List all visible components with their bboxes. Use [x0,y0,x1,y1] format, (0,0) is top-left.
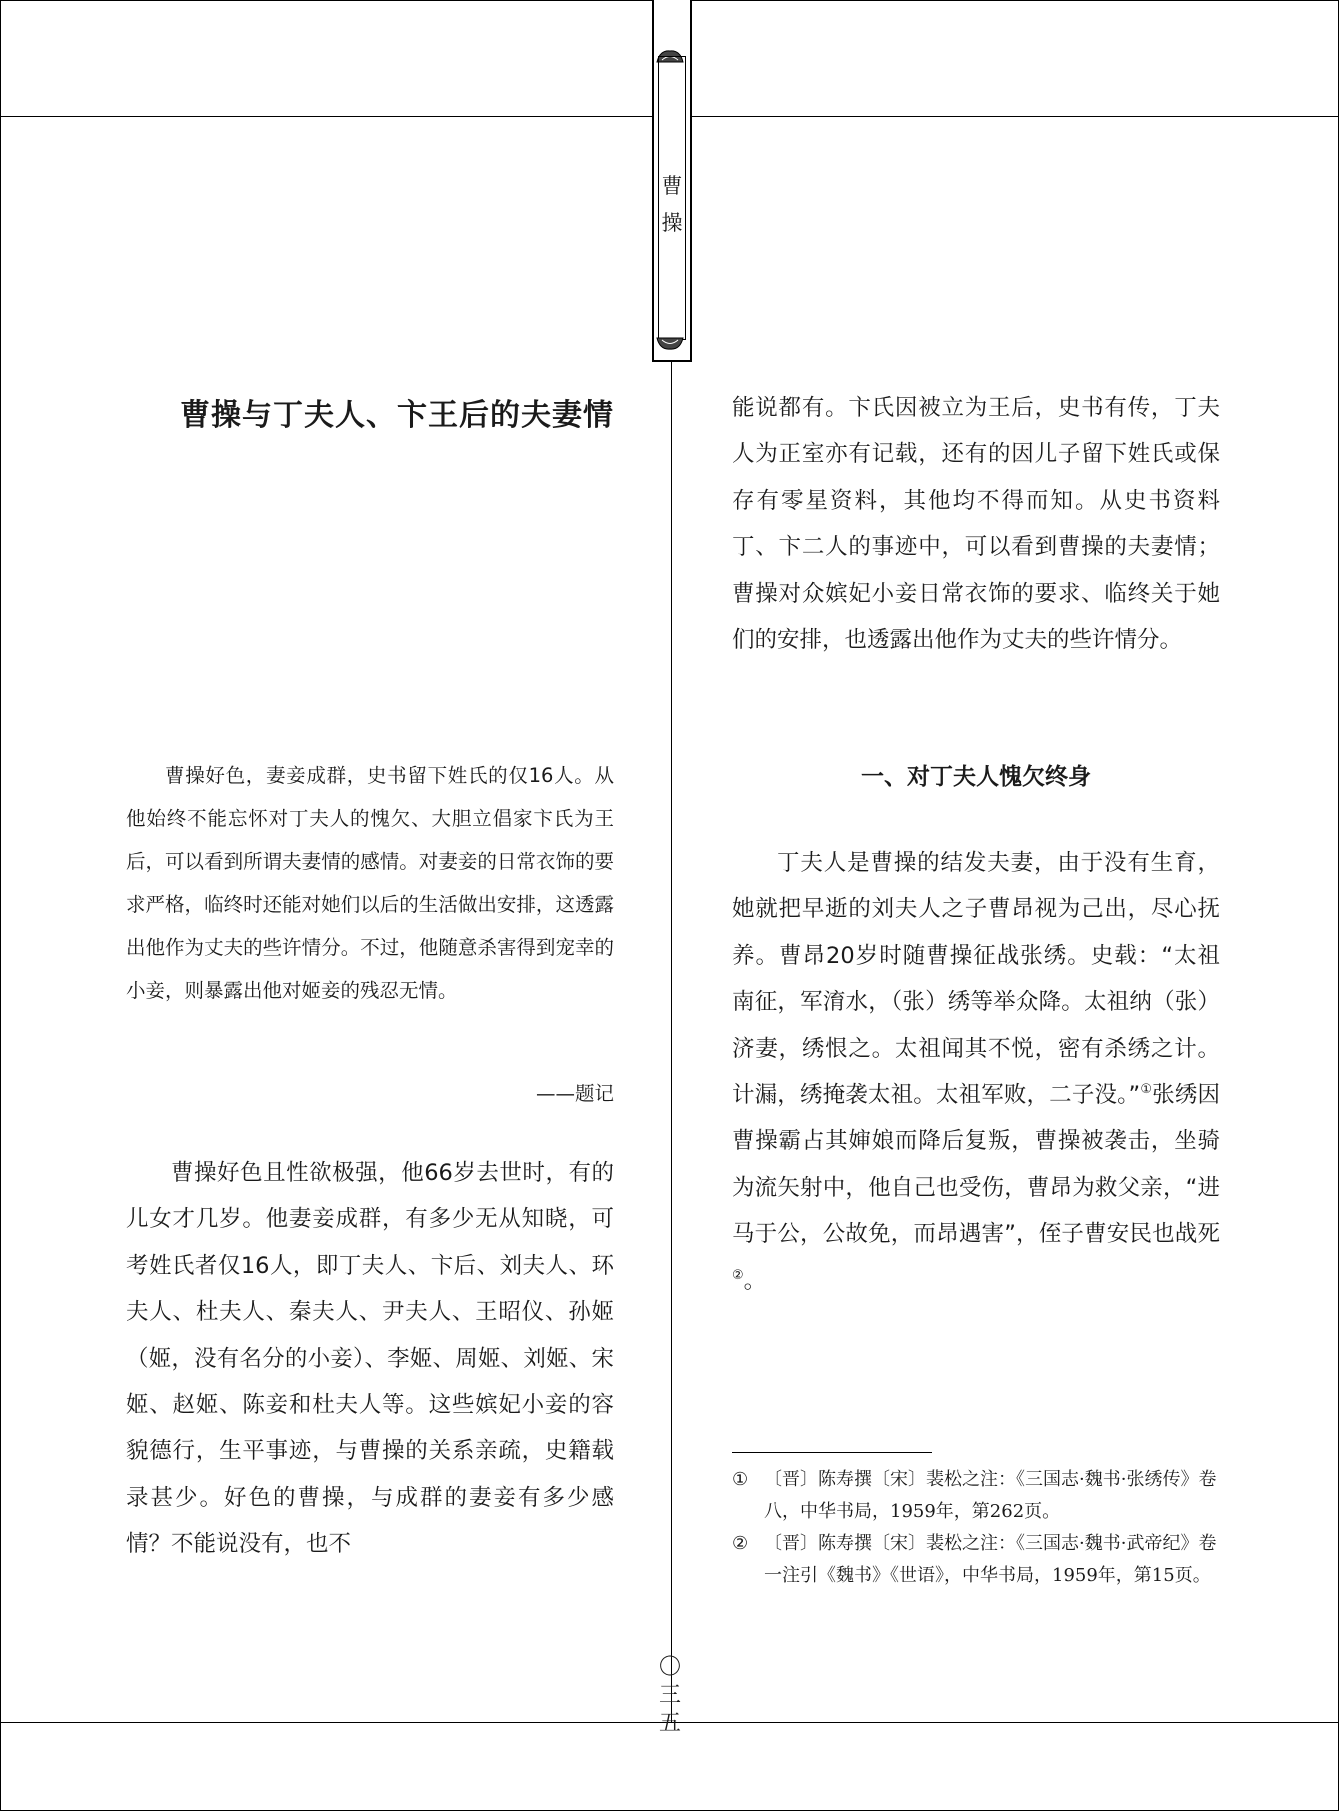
section-heading: 一、对丁夫人愧欠终身 [861,764,1091,790]
footnote [732,1528,1220,1592]
running-head-title [654,168,690,242]
right-column-body [732,840,1220,1304]
page-number [655,1654,685,1738]
footnote-mark: ① [732,1469,749,1490]
left-column-body [126,1150,614,1568]
footnote-text: 〔晋〕陈寿撰〔宋〕裴松之注：《三国志·魏书·张绣传》卷八，中华书局，1959年，第262页。 [764,1469,1217,1522]
footnote-ref[interactable]: ② [732,1267,744,1283]
footnote-text: 〔晋〕陈寿撰〔宋〕裴松之注：《三国志·魏书·武帝纪》卷一注引《魏书》《世语》，中华书局，1959年，第15页。 [764,1533,1217,1586]
running-head-char: 操 [661,211,683,235]
epigraph [126,754,614,1012]
paragraph: 能说都有。卞氏因被立为王后，史书有传，丁夫人为正室亦有记载，还有的因儿子留下姓氏或保存有零星资料，其他均不得而知。从史书资料丁、卞二人的事迹中，可以看到曹操的夫妻情；曹操对众嫔妃小妾日常衣饰的要求、临终关于她们的安排，也透露出他作为丈夫的些许情分。 [732,395,1220,654]
paragraph-text: 丁夫人是曹操的结发夫妻，由于没有生育，她就把早逝的刘夫人之子曹昂视为己出，尽心抚养。曹昂20岁时随曹操征战张绣。史载：“太祖南征，军淯水，（张）绣等举众降。太祖纳（张）济妻，绣恨之。太祖闻其不悦，密有杀绣之计。计漏，绣掩袭太祖。太祖军败，二子没。” [732,850,1220,1109]
paragraph-text: 张绣因曹操霸占其婶娘而降后复叛，曹操被袭击，坐骑为流矢射中，他自己也受伤，曹昂为救父亲，“进马于公，公故免，而昂遇害”，侄子曹安民也战死 [732,1082,1220,1248]
page-number-digit: 五 [658,1711,681,1736]
footnote-ref[interactable]: ① [1140,1082,1153,1098]
column-divider [671,362,672,1722]
paragraph [732,840,1220,1304]
article-title: 曹操与丁夫人、卞王后的夫妻情 [180,398,614,433]
footnote [732,1464,1220,1528]
footnote-rule [732,1452,932,1453]
paragraph-text: 。 [743,1267,767,1294]
paragraph: 曹操好色且性欲极强，他66岁去世时，有的儿女才几岁。他妻妾成群，有多少无从知晓，可考姓氏者仅16人，即丁夫人、卞后、刘夫人、环夫人、杜夫人、秦夫人、尹夫人、王昭仪、孙姬（姬，没有名分的小妾）、李姬、周姬、刘姬、宋姬、赵姬、陈妾和杜夫人等。这些嫔妃小妾的容貌德行，生平事迹，与曹操的关系亲疏，史籍载录甚少。好色的曹操，与成群的妻妾有多少感情？不能说没有，也不 [126,1160,614,1558]
running-head-scroll [652,0,692,362]
page-number-digit: 三 [658,1683,681,1708]
epigraph-signature: ——题记 [535,1082,614,1105]
footnotes [732,1464,1220,1592]
right-column-continuation [732,385,1220,663]
epigraph-text: 曹操好色，妻妾成群，史书留下姓氏的仅16人。从他始终不能忘怀对丁夫人的愧欠、大胆立倡家卞氏为王后，可以看到所谓夫妻情的感情。对妻妾的日常衣饰的要求严格，临终时还能对她们以后的生活做出安排，这透露出他作为丈夫的些许情分。不过，他随意杀害得到宠幸的小妾，则暴露出他对姬妾的残忍无情。 [126,764,614,1002]
running-head-char: 曹 [661,174,683,198]
footnote-mark: ② [732,1533,749,1554]
page-number-digit: 〇 [658,1655,681,1680]
scroll-roller-bottom-icon [656,336,684,352]
